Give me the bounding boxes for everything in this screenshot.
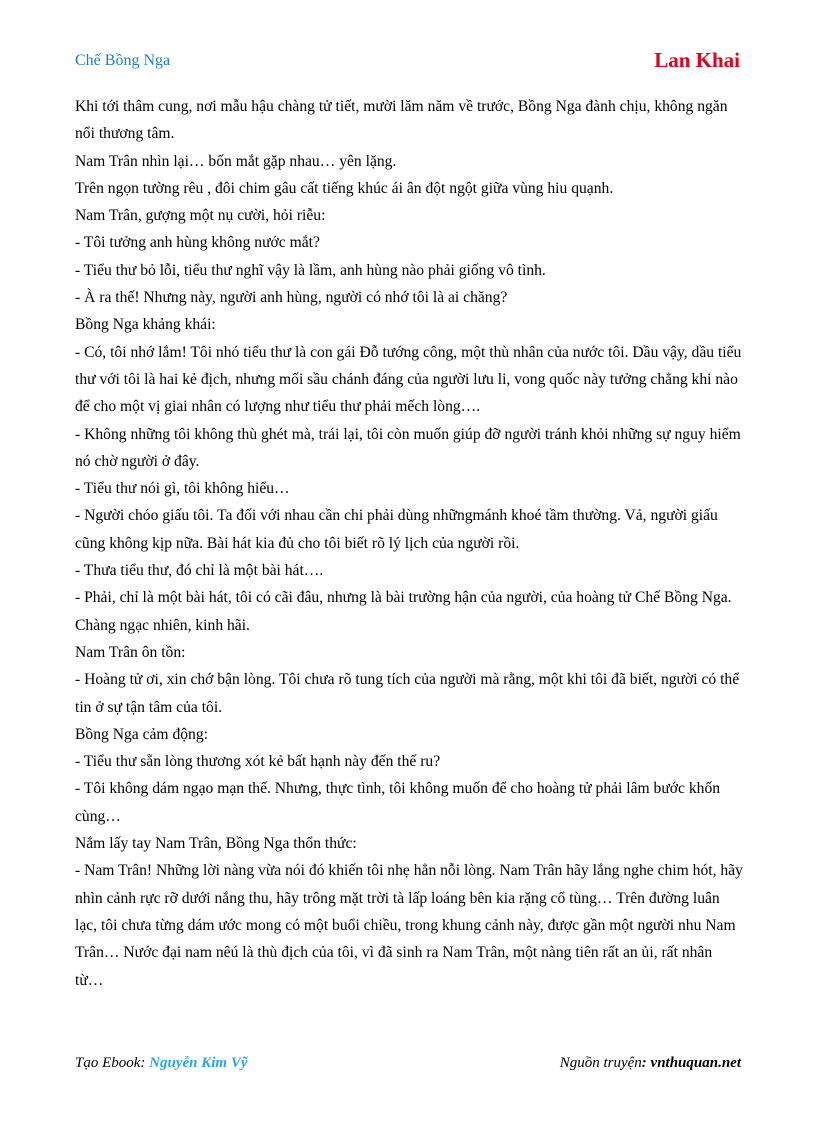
ebook-creator-name: Nguyễn Kim Vỹ: [149, 1055, 248, 1071]
paragraph: - Tiểu thư nói gì, tôi không hiểu…: [75, 480, 290, 498]
paragraph: Nam Trân ôn tồn:: [75, 643, 186, 661]
paragraph: - Hoàng tử ơi, xin chớ bận lòng. Tôi chưa rõ tung tích của người mà rằng, một khi tôi đã biết, người có thể tin ở sự tận tâm của tôi.: [75, 671, 740, 716]
ebook-separator: :: [140, 1055, 150, 1071]
source-label: Nguồn truyện: [559, 1055, 642, 1071]
paragraph: Nắm lấy tay Nam Trân, Bồng Nga thổn thức:: [75, 835, 357, 853]
paragraph: Bồng Nga cảm động:: [75, 725, 208, 743]
paragraph: - Tiểu thư bỏ lỗi, tiểu thư nghĩ vậy là lầm, anh hùng nào phải giống vô tình.: [75, 261, 546, 279]
ebook-credit: [75, 1055, 248, 1072]
paragraph: - Tôi tưởng anh hùng không nước mắt?: [75, 234, 320, 252]
source-separator: :: [641, 1055, 651, 1071]
paragraph: - Thưa tiểu thư, đó chỉ là một bài hát….: [75, 562, 324, 580]
paragraph: - Phải, chỉ là một bài hát, tôi có cãi đâu, nhưng là bài trường hận của người, của hoàng tử Chế Bồng Nga.: [75, 589, 732, 607]
source-site: vnthuquan.net: [650, 1055, 741, 1071]
paragraph: Chàng ngạc nhiên, kinh hãi.: [75, 616, 250, 634]
paragraph: - Nam Trân! Những lời nàng vừa nói đó khiến tôi nhẹ hẳn nỗi lòng. Nam Trân hãy lắng nghe chim hót, hãy nhìn cảnh rực rỡ dưới nắng thu, hãy trông mặt trời tà lấp loáng bên kia rặng cổ tùng… Trên đường luân lạc, tôi chưa từng dám ước mong có một buổi chiều, trong khung cảnh này, được gần một người nhu Nam Trân… Nước đại nam nêú là thù địch của tôi, vì đã sinh ra Nam Trân, một nàng tiên rất an ủi, rất nhân từ…: [75, 862, 743, 989]
paragraph: - Tiểu thư sẵn lòng thương xót kẻ bất hạnh này đến thế ru?: [75, 753, 441, 771]
paragraph: - Không những tôi không thù ghét mà, trái lại, tôi còn muốn giúp đỡ người tránh khỏi những sự nguy hiểm nó chờ người ở đây.: [75, 425, 741, 470]
paragraph: Nam Trân nhìn lại… bốn mắt gặp nhau… yên lặng.: [75, 152, 397, 170]
source-credit: [560, 1055, 741, 1072]
paragraph: - Tôi không dám ngạo mạn thế. Nhưng, thực tình, tôi không muốn để cho hoàng tử phải lâm bước khốn cùng…: [75, 780, 721, 825]
paragraph: Bồng Nga khảng khái:: [75, 316, 216, 334]
paragraph: - À ra thế! Nhưng này, người anh hùng, người có nhớ tôi là ai chăng?: [75, 289, 508, 307]
body-text: [75, 93, 743, 994]
author-name: Lan Khai: [654, 48, 740, 72]
paragraph: Trên ngọn tường rêu , đôi chim gâu cất tiếng khúc ái ân đột ngột giữa vùng hiu quạnh.: [75, 179, 614, 197]
paragraph: Khi tới thâm cung, nơi mẫu hậu chàng tử tiết, mười lăm năm về trước, Bồng Nga đành chịu, không ngăn nổi thương tâm.: [75, 98, 728, 143]
ebook-label: Tạo Ebook: [75, 1055, 141, 1071]
book-title: Chế Bồng Nga: [75, 52, 171, 69]
paragraph: Nam Trân, gượng một nụ cười, hỏi riễu:: [75, 207, 326, 225]
paragraph: - Có, tôi nhớ lắm! Tôi nhó tiểu thư là con gái Đỗ tướng công, một thù nhân của nước tôi. Dầu vậy, dầu tiểu thư với tôi là hai kẻ địch, nhưng mối sầu chánh đáng của người lưu li, vong quốc này tưởng chẳng khi nào để cho một vị giai nhân có lượng như tiểu thư phải mếch lòng….: [75, 343, 742, 416]
page-footer: [75, 1055, 741, 1072]
paragraph: - Người chóo giấu tôi. Ta đối với nhau cần chi phải dùng nhữngmánh khoé tầm thường. Vả, người giấu cũng không kịp nữa. Bài hát kia đủ cho tôi biết rõ lý lịch của người rồi.: [75, 507, 718, 552]
